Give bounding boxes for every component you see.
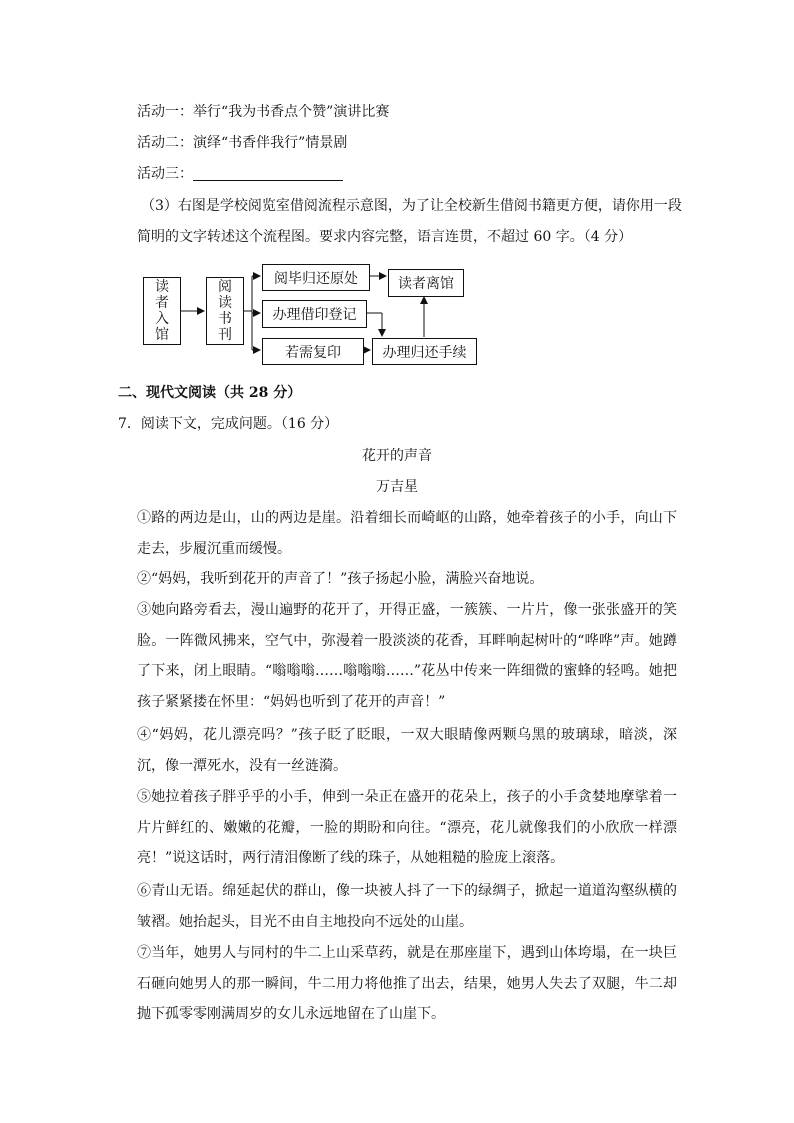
flow-box-need-copy: 若需复印 — [262, 338, 364, 365]
question-7: 7．阅读下文，完成问题。（16 分） — [118, 416, 339, 432]
activity-2: 活动二：演绎“书香伴我行”情景剧 — [137, 135, 348, 151]
activity-3 — [137, 164, 343, 184]
flow-box-read — [206, 277, 244, 345]
paragraph-6: ⑥青山无语。绵延起伏的群山，像一块被人抖了一下的绿绸子，掀起一道道沟壑纵横的皱褶。她抬起头，目光不由自主地投向不远处的山崖。 — [137, 883, 677, 930]
section-heading: 二、现代文阅读（共 28 分） — [118, 385, 302, 401]
flow-box-return-after-reading: 阅毕归还原处 — [262, 264, 370, 291]
paragraph-3: ③她向路旁看去，漫山遍野的花开了，开得正盛，一簇簇、一片片，像一张张盛开的笑脸。一阵微风拂来，空气中，弥漫着一股淡淡的花香，耳畔响起树叶的“哗哗”声。她蹲了下来，闭上眼睛。“嗡嗡嗡……嗡嗡嗡……”花丛中传来一阵细微的蜜蜂的轻鸣。她把孩子紧紧搂在怀里：“妈妈也听到了花开的声音！” — [137, 602, 677, 710]
paragraph-2: ②“妈妈，我听到花开的声音了！”孩子扬起小脸，满脸兴奋地说。 — [137, 571, 544, 587]
flow-char: 书 — [218, 311, 232, 327]
flow-box-leave: 读者离馆 — [388, 269, 464, 297]
flow-box-borrow-register: 办理借印登记 — [262, 300, 367, 328]
flow-char: 读 — [155, 279, 169, 295]
flow-char: 刊 — [218, 327, 232, 343]
paragraph-7: ⑦当年，她男人与同村的牛二上山采草药，就是在那座崖下，遇到山体垮塌，在一块巨石砸向她男人的那一瞬间，牛二用力将他推了出去，结果，她男人失去了双腿，牛二却抛下孤零零刚满周岁的女儿永远地留在了山崖下。 — [137, 945, 677, 1022]
article-author: 万吉星 — [376, 479, 418, 495]
flow-char: 者 — [155, 295, 169, 311]
paragraph-4: ④“妈妈，花儿漂亮吗？”孩子眨了眨眼，一双大眼睛像两颗乌黑的玻璃球，暗淡，深沉，像一潭死水，没有一丝涟漪。 — [137, 727, 677, 774]
flow-char: 阅 — [218, 279, 232, 295]
question-3-line-1: （3）右图是学校阅览室借阅流程示意图，为了让全校新生借阅书籍更方便，请你用一段 — [141, 198, 682, 214]
flow-box-return-procedure: 办理归还手续 — [372, 338, 477, 365]
article-title: 花开的声音 — [362, 448, 432, 464]
flow-box-enter — [143, 277, 181, 345]
answer-blank — [193, 166, 343, 181]
flow-char: 馆 — [155, 327, 169, 343]
activity-3-label: 活动三： — [137, 166, 193, 182]
flow-char: 入 — [155, 311, 169, 327]
paragraph-5: ⑤她拉着孩子胖乎乎的小手，伸到一朵正在盛开的花朵上，孩子的小手贪婪地摩挲着一片片鲜红的、嫩嫩的花瓣，一脸的期盼和向往。“漂亮，花儿就像我们的小欣欣一样漂亮！”说这话时，两行清泪像断了线的珠子，从她粗糙的脸庞上滚落。 — [137, 789, 677, 866]
paragraph-1: ①路的两边是山，山的两边是崖。沿着细长而崎岖的山路，她牵着孩子的小手，向山下走去，步履沉重而缓慢。 — [137, 510, 677, 557]
question-3-line-2: 简明的文字转述这个流程图。要求内容完整，语言连贯，不超过 60 字。（4 分） — [137, 229, 633, 245]
activity-1: 活动一：举行“我为书香点个赞”演讲比赛 — [137, 104, 390, 120]
flow-char: 读 — [218, 295, 232, 311]
